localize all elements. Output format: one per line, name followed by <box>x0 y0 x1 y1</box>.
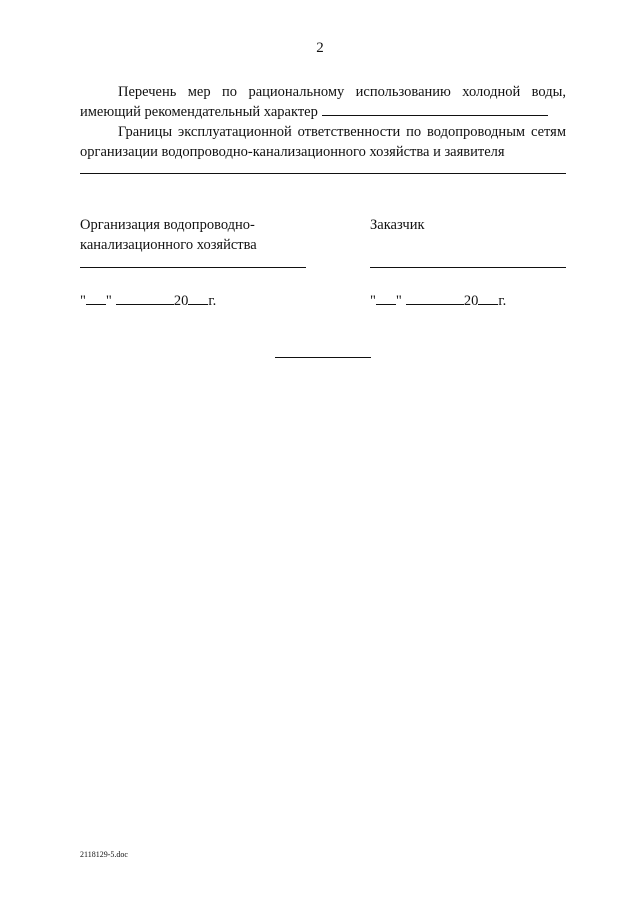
fill-in-line-full[interactable] <box>80 173 566 174</box>
signature-line-utility[interactable] <box>80 267 306 268</box>
year-suffix: г. <box>498 293 507 309</box>
date-year-blank[interactable] <box>478 290 498 305</box>
paragraph-responsibility-borders <box>80 122 566 162</box>
party-utility-label-line1: Организация водопроводно- <box>80 217 255 233</box>
signature-line-customer[interactable] <box>370 267 566 268</box>
date-field-utility <box>80 290 216 311</box>
paragraph-water-measures <box>80 82 566 122</box>
party-utility-organization <box>80 215 320 255</box>
quote-close: " <box>105 293 112 309</box>
footer-doc-code: 2118129-5.doc <box>80 850 128 859</box>
year-prefix: 20 <box>173 293 189 309</box>
end-of-document-line <box>275 357 371 358</box>
date-year-blank[interactable] <box>188 290 208 305</box>
year-suffix: г. <box>208 293 217 309</box>
date-field-customer <box>370 290 506 311</box>
date-day-blank[interactable] <box>86 290 106 305</box>
year-prefix: 20 <box>463 293 479 309</box>
party-customer <box>370 215 570 235</box>
date-day-blank[interactable] <box>376 290 396 305</box>
paragraph-water-measures-text: Перечень мер по рациональному использованию холодной воды, имеющий рекомендательный характер <box>80 84 566 120</box>
page-number: 2 <box>316 40 324 56</box>
party-customer-label: Заказчик <box>370 217 425 233</box>
quote-open: " <box>80 293 86 309</box>
party-utility-label-line2: канализационного хозяйства <box>80 237 257 253</box>
quote-close: " <box>395 293 402 309</box>
paragraph-responsibility-borders-text: Границы эксплуатационной ответственности по водопроводным сетям организации водопроводно-канализационного хозяйства и заявителя <box>80 124 566 160</box>
date-month-blank[interactable] <box>116 290 174 305</box>
fill-in-line[interactable] <box>322 114 548 116</box>
date-month-blank[interactable] <box>406 290 464 305</box>
quote-open: " <box>370 293 376 309</box>
